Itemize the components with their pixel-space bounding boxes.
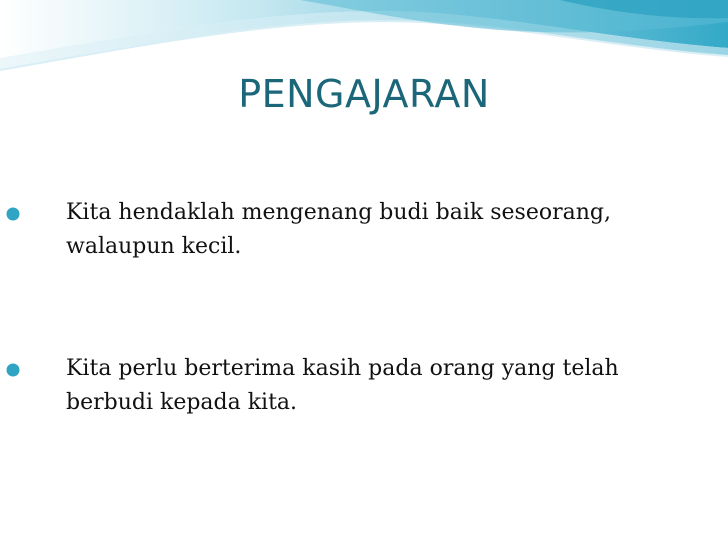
slide-title: PENGAJARAN	[238, 72, 490, 116]
bullet-text: Kita hendaklah mengenang budi baik seseorang, walaupun kecil.	[66, 200, 611, 259]
bullet-text: Kita perlu berterima kasih pada orang yang telah berbudi kepada kita.	[66, 356, 619, 415]
